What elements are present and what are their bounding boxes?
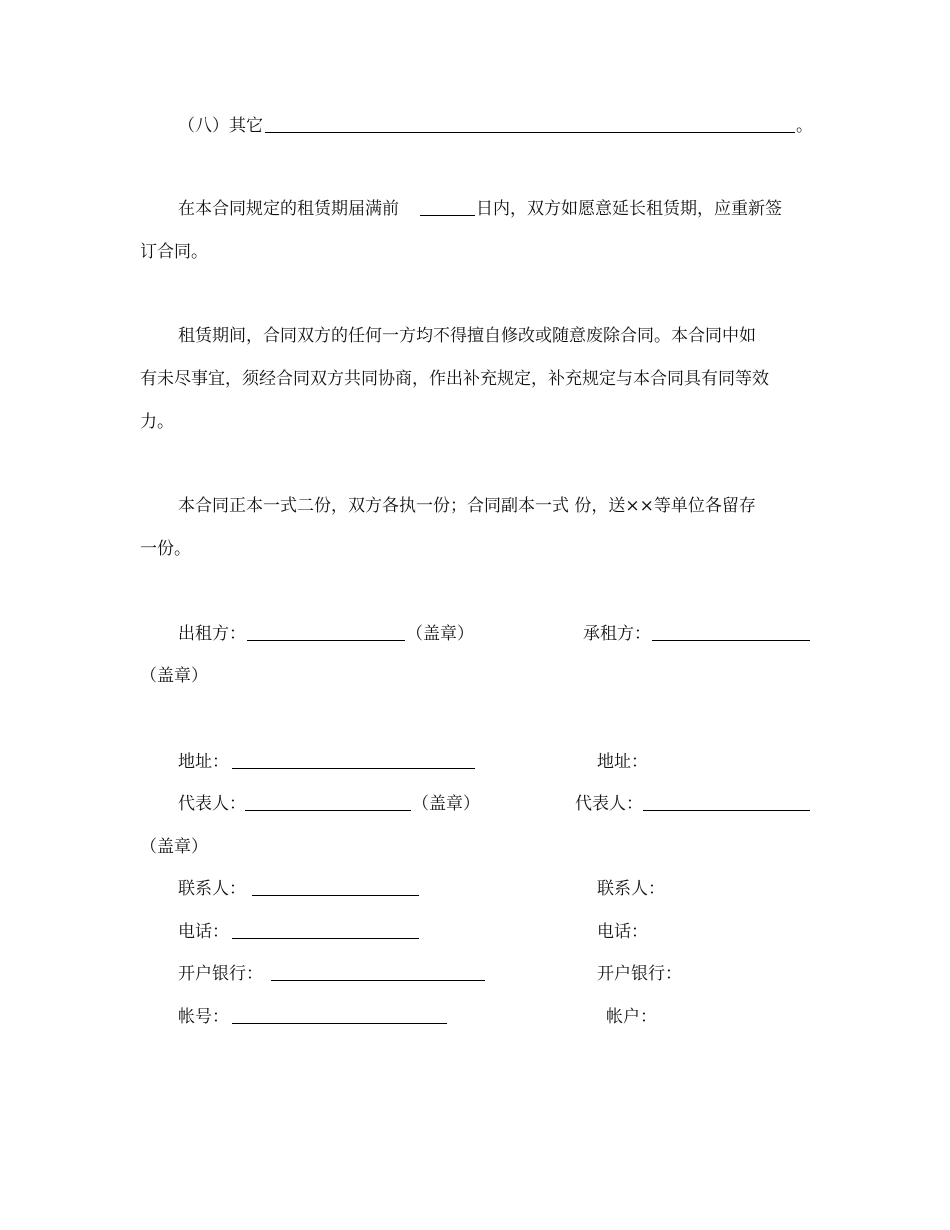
- lessor-representative-blank[interactable]: [245, 810, 411, 811]
- lessee-representative-blank[interactable]: [643, 810, 810, 811]
- clause-other-blank[interactable]: [265, 132, 795, 133]
- lessee-account-label: 帐户：: [606, 1007, 657, 1027]
- lessor-bank-label: 开户银行：: [178, 964, 263, 984]
- lessor-representative-seal: （盖章）: [412, 794, 480, 814]
- lessee-address-label: 地址：: [597, 752, 648, 772]
- copies-line2: 一份。: [140, 539, 191, 559]
- lessor-name-blank[interactable]: [247, 640, 405, 641]
- modification-line1: 租赁期间，合同双方的任何一方均不得擅自修改或随意废除合同。本合同中如: [178, 326, 756, 346]
- renewal-line2: 订合同。: [140, 242, 208, 262]
- lessee-contact-label: 联系人：: [597, 879, 665, 899]
- lessor-seal: （盖章）: [406, 624, 474, 644]
- lessee-representative-label: 代表人：: [575, 794, 643, 814]
- lessee-label: 承租方：: [583, 624, 651, 644]
- lessor-bank-blank[interactable]: [271, 980, 485, 981]
- lessor-address-label: 地址：: [178, 752, 229, 772]
- lessee-name-blank[interactable]: [652, 640, 810, 641]
- renewal-line1-after: 日内，双方如愿意延长租赁期，应重新签: [476, 199, 782, 219]
- renewal-line1-before: 在本合同规定的租赁期届满前: [178, 199, 399, 219]
- lessor-account-label: 帐号：: [178, 1007, 229, 1027]
- lessor-address-blank[interactable]: [232, 768, 475, 769]
- renewal-days-blank[interactable]: [420, 215, 475, 216]
- lessor-label: 出租方：: [178, 624, 246, 644]
- lessor-account-blank[interactable]: [232, 1023, 447, 1024]
- copies-line1: 本合同正本一式二份，双方各执一份；合同副本一式 份，送××等单位各留存: [178, 496, 756, 516]
- lessee-phone-label: 电话：: [597, 922, 648, 942]
- lessor-phone-blank[interactable]: [232, 938, 419, 939]
- lessor-representative-label: 代表人：: [178, 794, 246, 814]
- lessee-representative-seal: （盖章）: [140, 837, 208, 857]
- modification-line3: 力。: [140, 412, 174, 432]
- modification-line2: 有未尽事宜，须经合同双方共同协商，作出补充规定，补充规定与本合同具有同等效: [140, 369, 769, 389]
- lessor-contact-blank[interactable]: [252, 895, 419, 896]
- clause-other-end-mark: 。: [796, 116, 813, 136]
- lessor-phone-label: 电话：: [178, 922, 229, 942]
- clause-other-label: （八）其它: [178, 116, 263, 136]
- lessee-bank-label: 开户银行：: [597, 964, 682, 984]
- lessee-seal: （盖章）: [140, 666, 208, 686]
- lessor-contact-label: 联系人：: [178, 879, 246, 899]
